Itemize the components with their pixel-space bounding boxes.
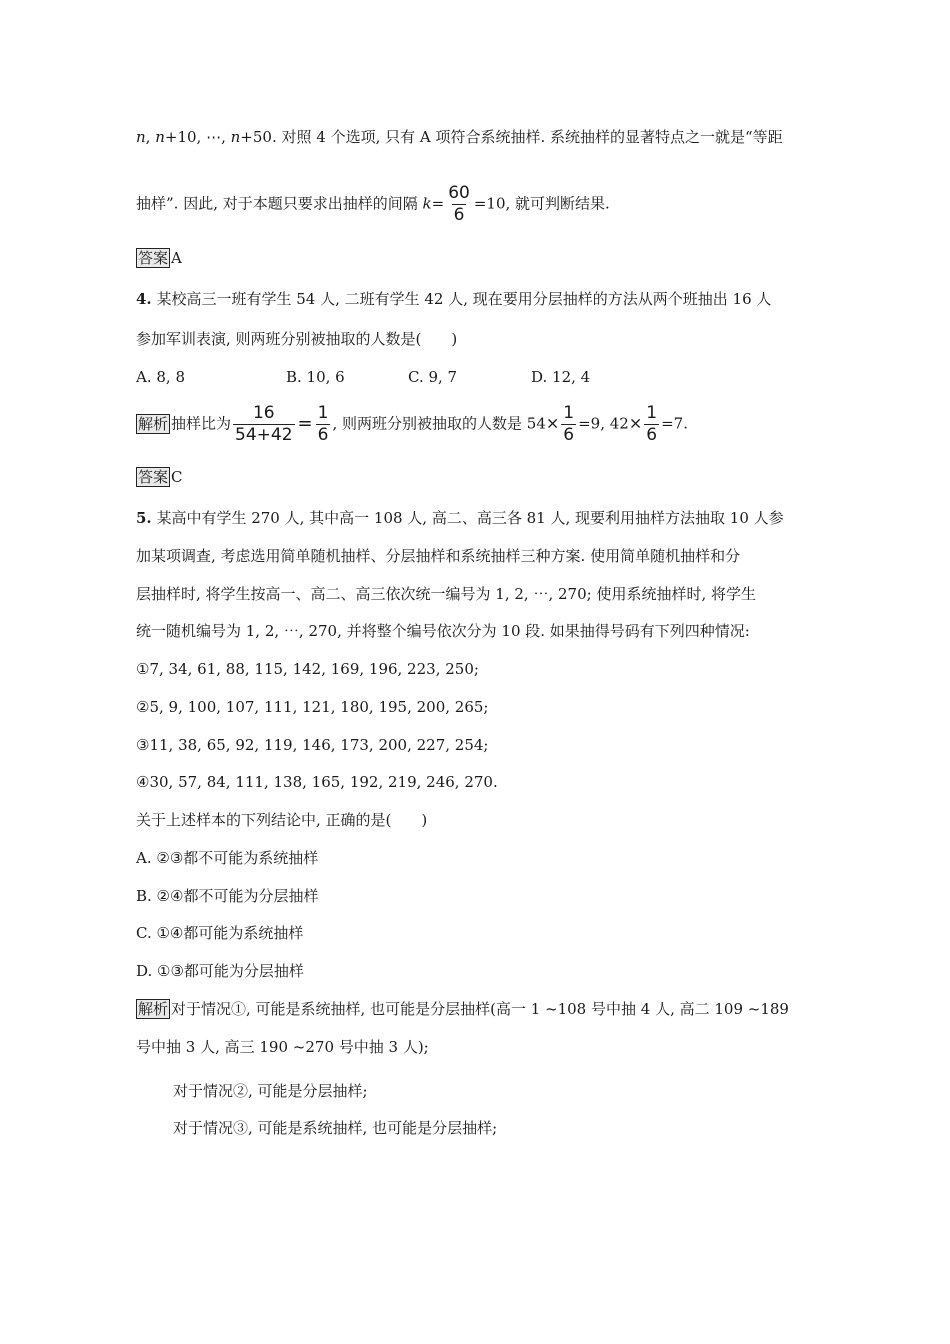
solution-5-line-2: 号中抽 3 人, 高三 190 ~270 号中抽 3 人); [136, 1038, 429, 1056]
text: 抽样”. 因此, 对于本题只要求出抽样的间隔 [136, 194, 423, 213]
text: = [431, 194, 445, 213]
fraction [561, 403, 576, 446]
analysis-tag: 解析 [138, 414, 169, 433]
fraction [644, 403, 659, 446]
numerator: 16 [252, 403, 275, 423]
question-5-line-2: 加某项调查, 考虑选用简单随机抽样、分层抽样和系统抽样三种方案. 使用简单随机抽样和分 [136, 547, 741, 565]
denominator: 6 [563, 425, 575, 445]
answer-line [136, 248, 182, 268]
text: +50. 对照 4 个选项, 只有 A 项符合系统抽样. 系统抽样的显著特点之一就是“等距 [240, 128, 783, 146]
numerator: 60 [448, 183, 470, 203]
text: , 则两班分别被抽取的人数是 54 [332, 414, 546, 433]
denominator: 54+42 [235, 425, 293, 445]
var-n: n [136, 128, 146, 146]
text: , [145, 128, 156, 146]
question-number: 4. [136, 290, 152, 308]
option-c: C. ①④都可能为系统抽样 [136, 924, 304, 942]
var-n: n [155, 128, 165, 146]
question-5-line-3: 层抽样时, 将学生按高一、高二、高三依次统一编号为 1, 2, ⋯, 270; 使用系统抽样时, 将学生 [136, 585, 756, 603]
numerator: 1 [317, 403, 329, 423]
option-d: D. 12, 4 [531, 368, 591, 386]
text: 对于情况①, 可能是系统抽样, 也可能是分层抽样(高一 1 ~108 号中抽 4 人, 高二 109 ~189 [171, 1000, 789, 1018]
fraction [316, 403, 331, 446]
equals-sign: = [297, 412, 313, 434]
var-k: k [422, 194, 432, 213]
solution-5-line-3: 对于情况②, 可能是分层抽样; [173, 1082, 368, 1100]
fraction [446, 183, 472, 226]
sample-case-1: ①7, 34, 61, 88, 115, 142, 169, 196, 223, 250; [136, 660, 479, 678]
solution-5-line-4: 对于情况③, 可能是系统抽样, 也可能是分层抽样; [173, 1119, 498, 1137]
question-text: 参加军训表演, 则两班分别被抽取的人数是( ) [136, 330, 458, 348]
question-5-line-1 [136, 508, 784, 528]
answer-value: C [171, 468, 183, 486]
sample-case-2: ②5, 9, 100, 107, 111, 121, 180, 195, 200, 265; [136, 698, 489, 716]
option-a: A. 8, 8 [136, 368, 185, 386]
answer-value: A [171, 249, 182, 267]
sample-case-3: ③11, 38, 65, 92, 119, 146, 173, 200, 227, 254; [136, 736, 489, 754]
question-5-prompt: 关于上述样本的下列结论中, 正确的是( ) [136, 811, 428, 829]
option-b: B. ②④都不可能为分层抽样 [136, 887, 319, 905]
numerator: 1 [563, 403, 575, 423]
denominator: 6 [646, 425, 658, 445]
option-a: A. ②③都不可能为系统抽样 [136, 849, 319, 867]
text: =10, 就可判断结果. [473, 194, 610, 213]
fraction [233, 403, 295, 446]
question-4-line-2 [136, 329, 457, 349]
question-4-line-1 [136, 289, 771, 309]
text: +10, ⋯, [164, 128, 231, 146]
question-5-line-4: 统一随机编号为 1, 2, ⋯, 270, 并将整个编号依次分为 10 段. 如果抽得号码有下列四种情况: [136, 622, 750, 640]
solution-continuation-line-1 [136, 127, 783, 147]
denominator: 6 [317, 425, 329, 445]
text: =9, 42 [578, 414, 629, 433]
answer-line [136, 467, 183, 487]
question-text: 某高中有学生 270 人, 其中高一 108 人, 高二、高三各 81 人, 现要利用抽样方法抽取 10 人参 [151, 509, 784, 527]
answer-tag: 答案 [138, 249, 169, 267]
question-text: 某校高三一班有学生 54 人, 二班有学生 42 人, 现在要用分层抽样的方法从两个班抽出 16 人 [151, 290, 772, 308]
times-sign: × [545, 413, 560, 433]
solution-4 [136, 403, 688, 446]
option-d: D. ①③都可能为分层抽样 [136, 962, 304, 980]
solution-continuation-line-2 [136, 183, 610, 226]
sample-case-4: ④30, 57, 84, 111, 138, 165, 192, 219, 246, 270. [136, 773, 498, 791]
text: =7. [661, 414, 688, 433]
times-sign: × [628, 413, 643, 433]
solution-5-line-1 [136, 999, 789, 1019]
numerator: 1 [646, 403, 658, 423]
var-n: n [230, 128, 241, 146]
analysis-tag: 解析 [138, 1000, 169, 1018]
question-number: 5. [136, 509, 152, 527]
text: 抽样比为 [171, 414, 232, 433]
denominator: 6 [453, 205, 465, 225]
option-b: B. 10, 6 [286, 368, 345, 386]
answer-tag: 答案 [138, 468, 169, 486]
option-c: C. 9, 7 [408, 368, 458, 386]
